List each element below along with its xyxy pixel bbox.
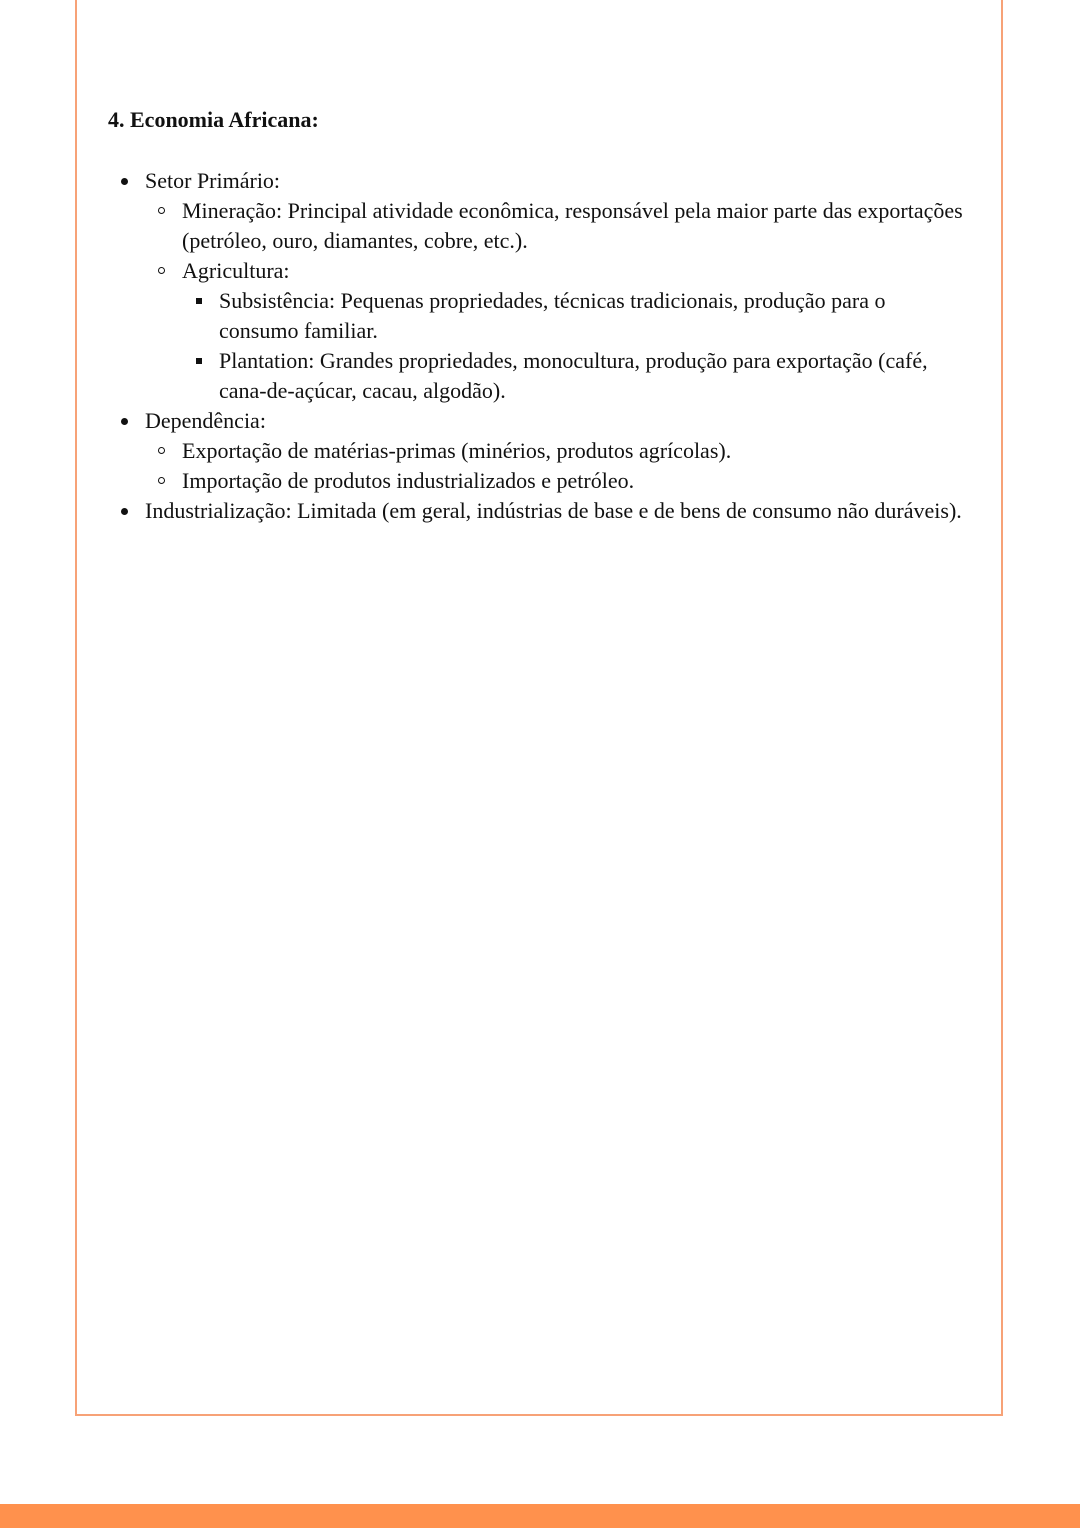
list-item (182, 346, 968, 406)
outline-list (108, 166, 968, 526)
list-item (108, 166, 968, 406)
list-item-text: Subsistência: Pequenas propriedades, técnicas tradicionais, produção para o consumo familiar. (219, 288, 886, 343)
bullet-disc-icon (108, 406, 145, 436)
sub-list (145, 196, 968, 406)
bullet-circle-icon (145, 196, 182, 226)
list-item (182, 286, 968, 346)
bullet-circle-icon (145, 466, 182, 496)
bullet-disc-icon (108, 166, 145, 196)
list-item-text: Exportação de matérias-primas (minérios, produtos agrícolas). (182, 438, 732, 463)
document-content (108, 104, 968, 526)
list-item-text: Agricultura: (182, 258, 290, 283)
bullet-circle-icon (145, 436, 182, 466)
list-item (145, 196, 968, 256)
list-item-text: Mineração: Principal atividade econômica, responsável pela maior parte das exportações (petróleo, ouro, diamantes, cobre, etc.). (182, 198, 963, 253)
list-item (108, 496, 968, 526)
list-item (145, 466, 968, 496)
list-item-text: Importação de produtos industrializados e petróleo. (182, 468, 635, 493)
bullet-circle-icon (145, 256, 182, 286)
footer-accent-bar (0, 1504, 1080, 1528)
sub-list (145, 436, 968, 496)
list-item (145, 436, 968, 466)
list-item-text: Setor Primário: (145, 168, 281, 193)
bullet-square-icon (182, 346, 219, 376)
list-item-text: Industrialização: Limitada (em geral, indústrias de base e de bens de consumo não duráveis). (145, 498, 962, 523)
list-item-text: Plantation: Grandes propriedades, monocultura, produção para exportação (café, cana-de-açúcar, cacau, algodão). (219, 348, 928, 403)
sub-list (182, 286, 968, 406)
list-item-text: Dependência: (145, 408, 266, 433)
bullet-disc-icon (108, 496, 145, 526)
list-item (108, 406, 968, 496)
section-heading: 4. Economia Africana: (108, 107, 319, 132)
bullet-square-icon (182, 286, 219, 316)
list-item (145, 256, 968, 406)
